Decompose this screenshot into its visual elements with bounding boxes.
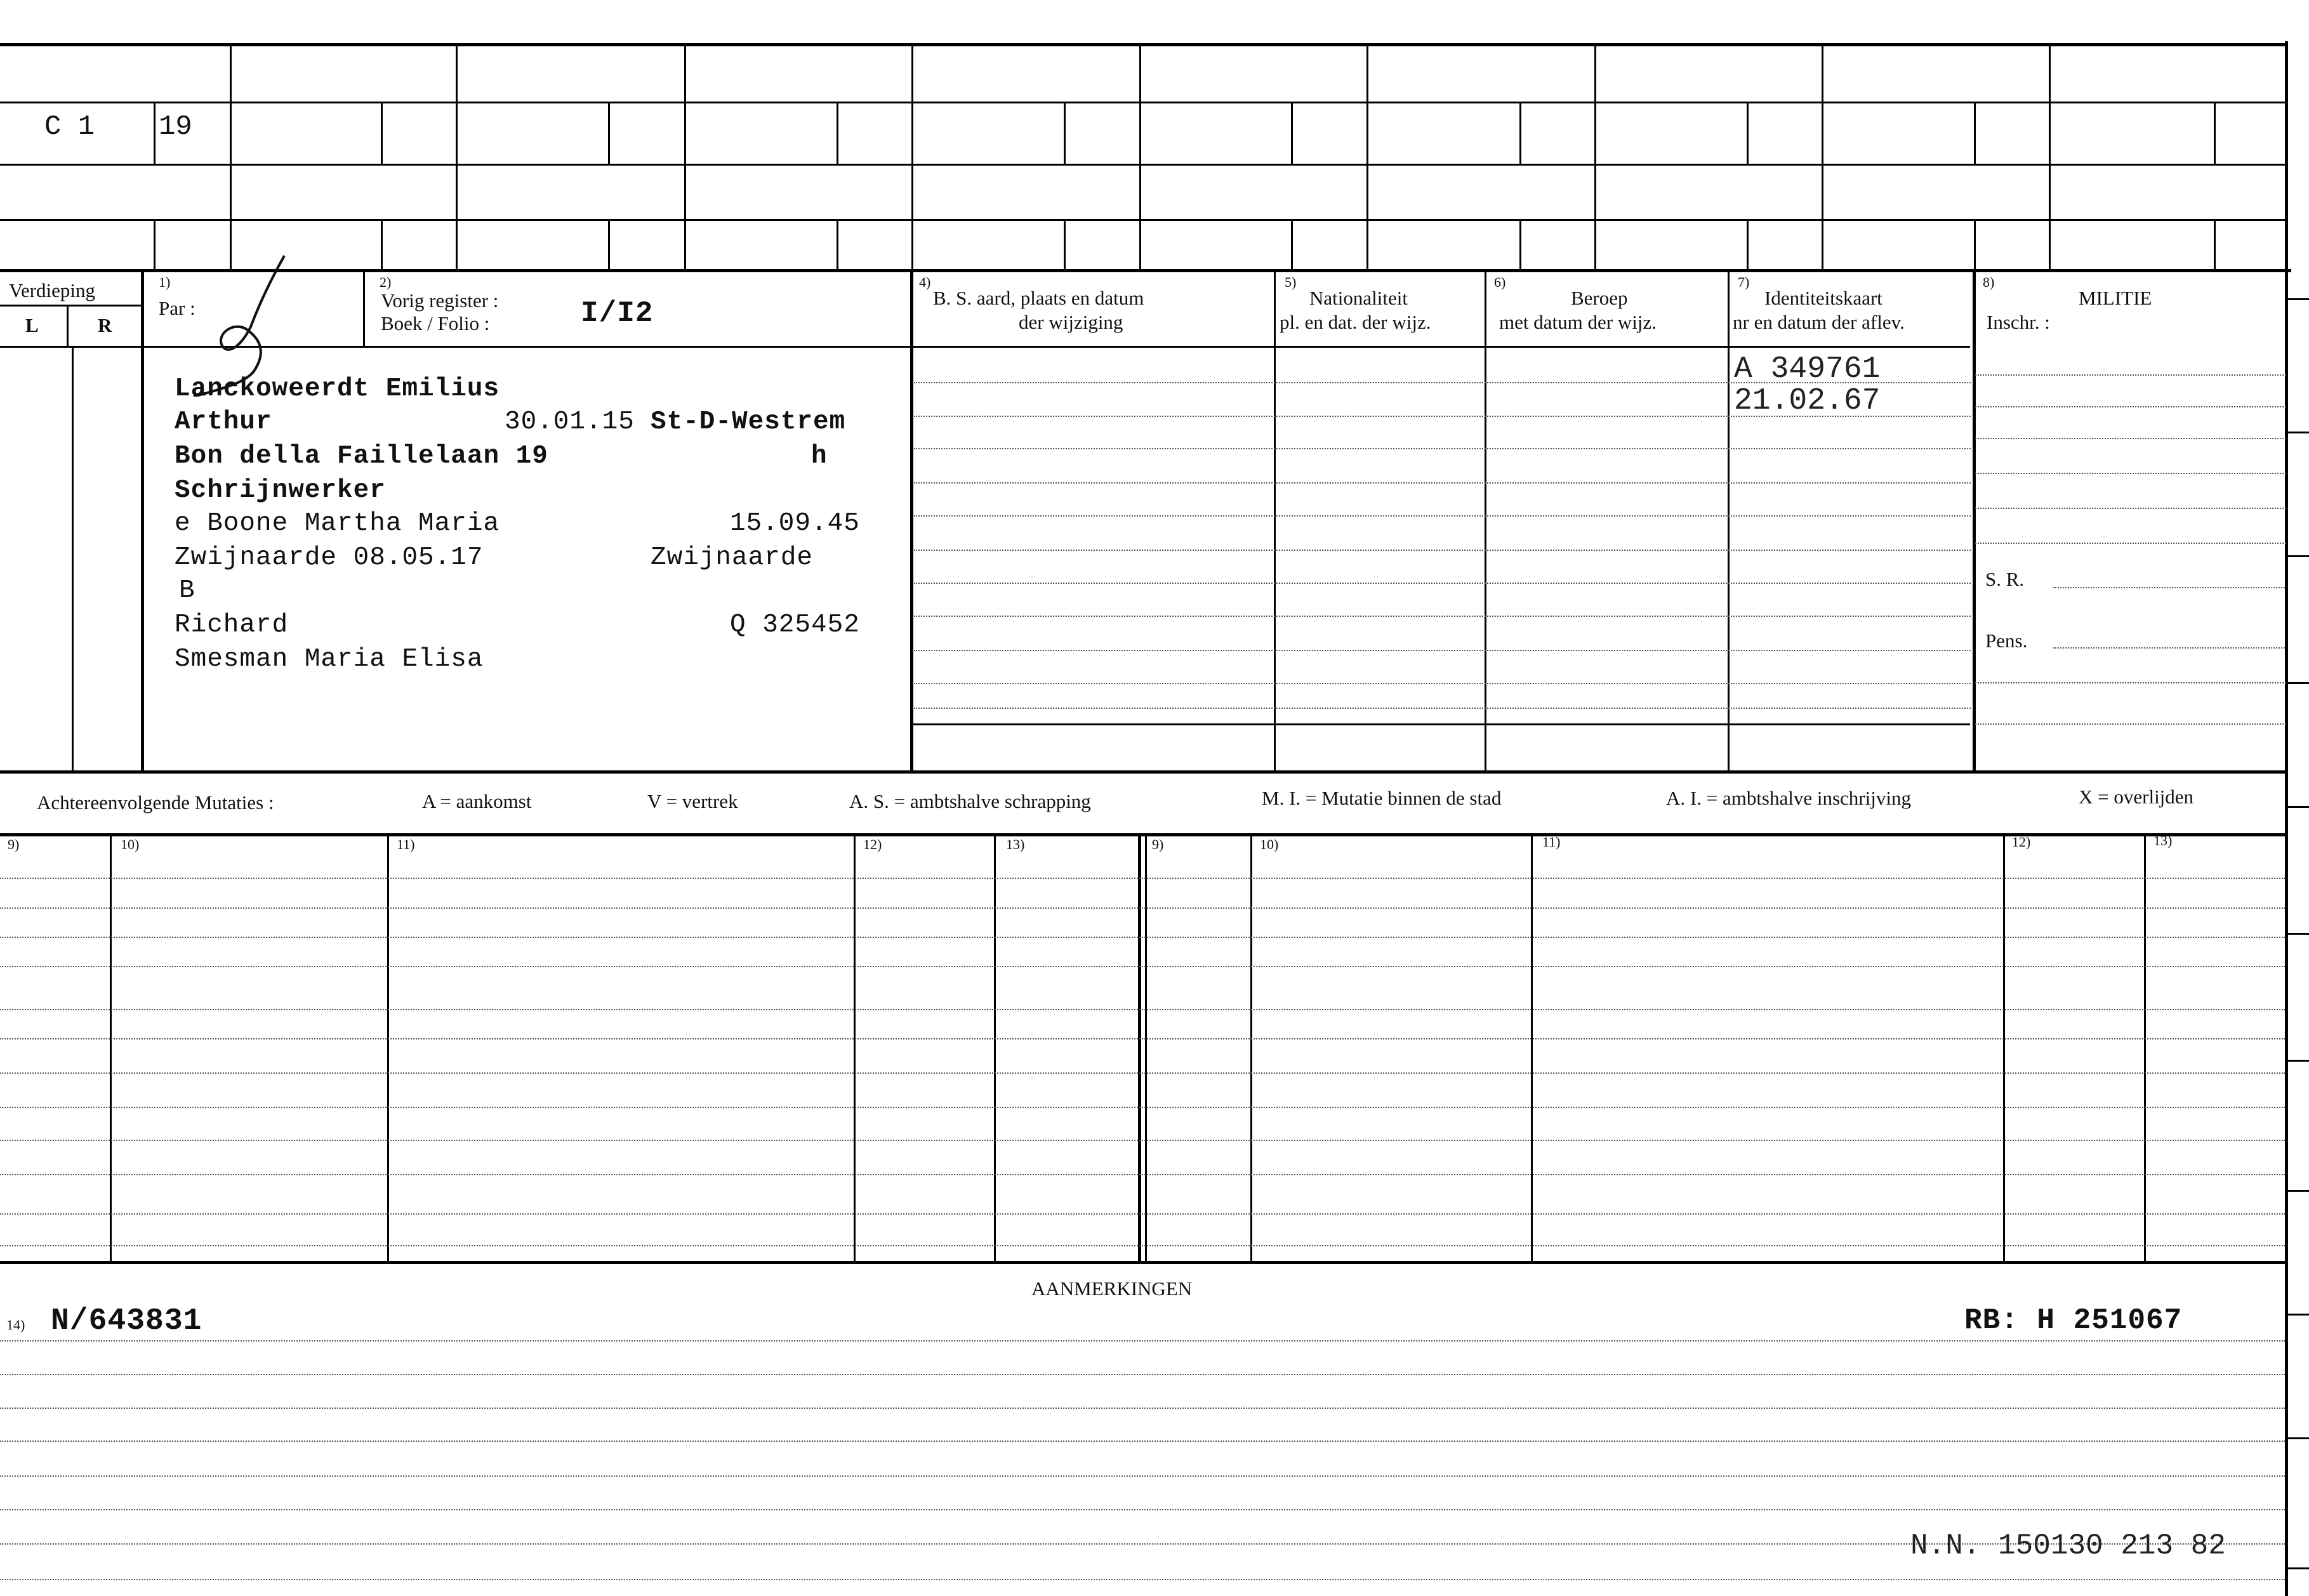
field-number-2: 2) (380, 274, 392, 290)
col-13-right: 13) (2154, 833, 2173, 848)
birth-place: St-D-Westrem (651, 407, 846, 437)
verdieping-label: Verdieping (9, 279, 96, 301)
field-number-14: 14) (6, 1317, 25, 1333)
col-9-right: 9) (1152, 836, 1164, 852)
legend-mi: M. I. = Mutatie binnen de stad (1262, 787, 1502, 809)
nationaliteit-label: Nationaliteit (1309, 287, 1408, 309)
nationaliteit-sub-label: pl. en dat. der wijz. (1280, 311, 1431, 333)
aanmerkingen-title: AANMERKINGEN (1031, 1277, 1193, 1300)
inschr-label: Inschr. : (1987, 311, 2050, 333)
marriage-date: 15.09.45 (730, 509, 860, 538)
bs-label-2: der wijziging (1019, 311, 1123, 333)
field-number-4: 4) (919, 274, 931, 290)
identiteitskaart-sub-label: nr en datum der aflev. (1733, 311, 1905, 333)
col-13-left: 13) (1006, 836, 1025, 852)
col-10-right: 10) (1260, 836, 1279, 852)
col-12-right: 12) (2012, 834, 2031, 850)
beroep-label: Beroep (1571, 287, 1628, 309)
register-value: I/I2 (581, 297, 654, 330)
par-label: Par : (159, 297, 195, 319)
legend-ai: A. I. = ambtshalve inschrijving (1666, 787, 1911, 809)
col-10-left: 10) (121, 836, 140, 852)
birth-date: 30.01.15 (505, 407, 635, 437)
pens-label: Pens. (1985, 630, 2028, 652)
col-l-label: L (25, 314, 39, 336)
surname-firstname: Lanckoweerdt Emilius (175, 374, 500, 404)
col-11-right: 11) (1542, 834, 1561, 850)
n-number: N/643831 (51, 1304, 202, 1338)
sr-label: S. R. (1985, 568, 2025, 590)
field-number-6: 6) (1494, 274, 1506, 290)
boek-folio-label: Boek / Folio : (381, 312, 490, 334)
code-number: 19 (159, 111, 192, 143)
col-9-left: 9) (8, 836, 20, 852)
militie-label: MILITIE (2079, 287, 2152, 309)
spouse-birth-place: Zwijnaarde (651, 543, 814, 572)
field-number-8: 8) (1983, 274, 1995, 290)
second-name: Arthur (175, 407, 272, 437)
id-card-date: 21.02.67 (1734, 384, 1881, 418)
father-name: Richard (175, 610, 289, 640)
legend-a: A = aankomst (422, 790, 532, 812)
col-12-left: 12) (863, 836, 882, 852)
address-marker: h (811, 442, 828, 471)
mutaties-title: Achtereenvolgende Mutaties : (37, 791, 274, 814)
rb-number: RB: H 251067 (1964, 1304, 2183, 1337)
vorig-register-label: Vorig register : (381, 289, 499, 312)
code-letter: C 1 (44, 111, 95, 143)
beroep-sub-label: met datum der wijz. (1499, 311, 1657, 333)
id-card-number: A 349761 (1734, 352, 1881, 386)
legend-as: A. S. = ambtshalve schrapping (849, 790, 1091, 812)
legend-x: X = overlijden (2079, 786, 2194, 808)
legend-v: V = vertrek (647, 790, 738, 812)
field-number-7: 7) (1738, 274, 1750, 290)
field-number-5: 5) (1285, 274, 1297, 290)
reference-code: Q 325452 (730, 610, 860, 640)
profession: Schrijnwerker (175, 476, 386, 505)
bs-label-1: B. S. aard, plaats en datum (933, 287, 1144, 309)
field-number-1: 1) (159, 274, 171, 290)
identiteitskaart-label: Identiteitskaart (1764, 287, 1882, 309)
status-letter: B (179, 576, 195, 605)
address: Bon della Faillelaan 19 (175, 442, 548, 471)
col-r-label: R (98, 314, 112, 336)
nn-number: N.N. 150130 213 82 (1910, 1529, 2226, 1562)
mother-name: Smesman Maria Elisa (175, 645, 484, 674)
col-11-left: 11) (397, 836, 415, 852)
spouse-name: e Boone Martha Maria (175, 509, 500, 538)
spouse-birth: Zwijnaarde 08.05.17 (175, 543, 484, 572)
